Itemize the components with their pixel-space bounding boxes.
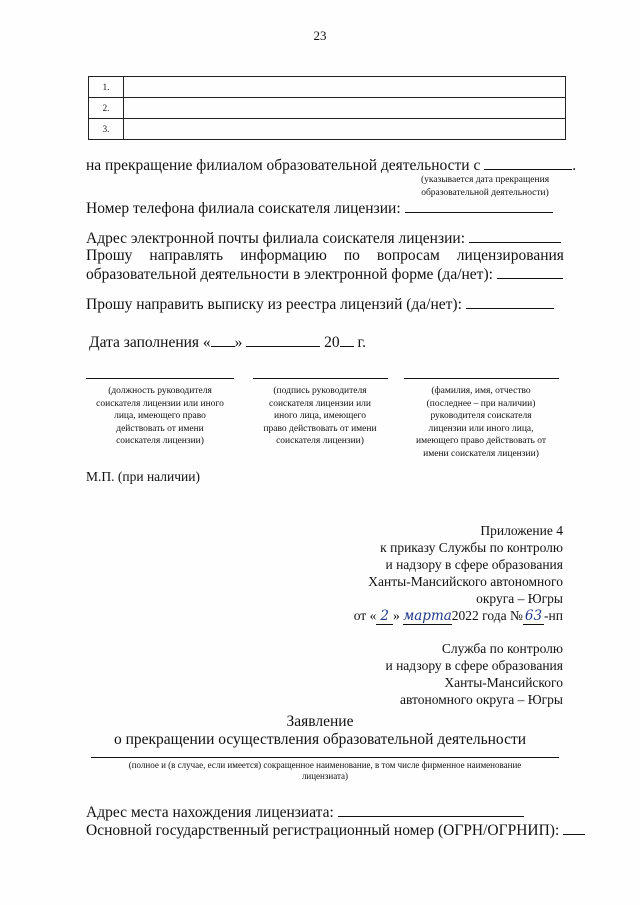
termination-hint: (указывается дата прекращения образовательной деятельности) <box>420 175 550 198</box>
electronic-form-field[interactable] <box>497 265 563 279</box>
order-number: 63 <box>524 608 543 624</box>
document-title: Заявление <box>286 713 354 730</box>
request-line: Прошу направлять информацию по вопросам лицензирования <box>86 247 564 264</box>
ogrn-field[interactable] <box>563 821 585 835</box>
signature-line <box>253 378 388 379</box>
document-subtitle: о прекращении осуществления образовательной деятельности <box>113 731 527 748</box>
row-cell <box>124 119 566 140</box>
ogrn-label: Основной государственный регистрационный номер (ОГРН/ОГРНИП): <box>86 822 560 839</box>
licensee-name-field[interactable] <box>91 757 559 758</box>
address-line <box>86 803 524 822</box>
row-cell <box>124 98 566 119</box>
address-label: Адрес места нахождения лицензиата: <box>86 804 334 821</box>
branch-table <box>88 76 566 140</box>
table-row <box>89 98 566 119</box>
request-line-2: образовательной деятельности в электронной форме (да/нет): <box>86 265 563 284</box>
name-caption: (фамилия, имя, отчество (последнее – при наличии) руководителя соискателя лицензии или иного лица, имеющего право действовать от имени соискателя лицензии) <box>416 386 546 459</box>
extract-line <box>86 295 554 314</box>
email-label: Адрес электронной почты филиала соискателя лицензии: <box>86 230 466 247</box>
fill-day-field[interactable] <box>211 333 235 347</box>
ogrn-line <box>86 821 585 840</box>
signature-caption: (подпись руководителя соискателя лицензии или иного лица, имеющего право действовать от имени соискателя лицензии) <box>263 386 377 446</box>
fill-date-line: Дата заполнения « » 20 г. <box>89 334 367 351</box>
order-month: марта <box>403 608 452 624</box>
phone-label: Номер телефона филиала соискателя лицензии: <box>86 200 401 217</box>
row-number: 1. <box>89 77 124 98</box>
extract-label: Прошу направить выписку из реестра лицензий (да/нет): <box>86 296 462 313</box>
page-number: 23 <box>313 28 327 43</box>
email-field[interactable] <box>469 229 561 243</box>
phone-line <box>86 199 553 218</box>
termination-date-field[interactable] <box>484 156 572 170</box>
fill-year-field[interactable] <box>340 333 354 347</box>
appendix-block: Приложение 4 к приказу Службы по контролю и надзору в сфере образования Ханты-Мансийского автономного округа – Югры от « 2 » марта2022 года № 63 -нп <box>300 522 563 625</box>
row-number: 2. <box>89 98 124 119</box>
row-number: 3. <box>89 119 124 140</box>
termination-line: на прекращение филиалом образовательной деятельности с . <box>86 157 577 174</box>
name-signature-line <box>404 378 559 379</box>
extract-field[interactable] <box>466 295 554 309</box>
stamp-label: М.П. (при наличии) <box>86 469 200 484</box>
email-line <box>86 229 561 248</box>
termination-text: на прекращение филиалом образовательной деятельности с <box>86 157 481 174</box>
order-day: 2 <box>376 608 393 625</box>
order-line: от « 2 » марта2022 года № 63 -нп <box>353 608 563 624</box>
table-row <box>89 77 566 98</box>
licensee-name-hint: (полное и (в случае, если имеется) сокращенное наименование, в том числе фирменное наименование лицензиата) <box>128 760 522 781</box>
position-signature-line <box>86 378 234 379</box>
address-field[interactable] <box>338 803 524 817</box>
addressee-block: Служба по контролю и надзору в сфере образования Ханты-Мансийского автономного округа – Югры <box>385 641 563 707</box>
position-caption: (должность руководителя соискателя лицензии или иного лица, имеющего право действовать от имени соискателя лицензии) <box>96 386 224 446</box>
phone-field[interactable] <box>405 199 553 213</box>
row-cell <box>124 77 566 98</box>
table-row <box>89 119 566 140</box>
fill-month-field[interactable] <box>246 333 320 347</box>
